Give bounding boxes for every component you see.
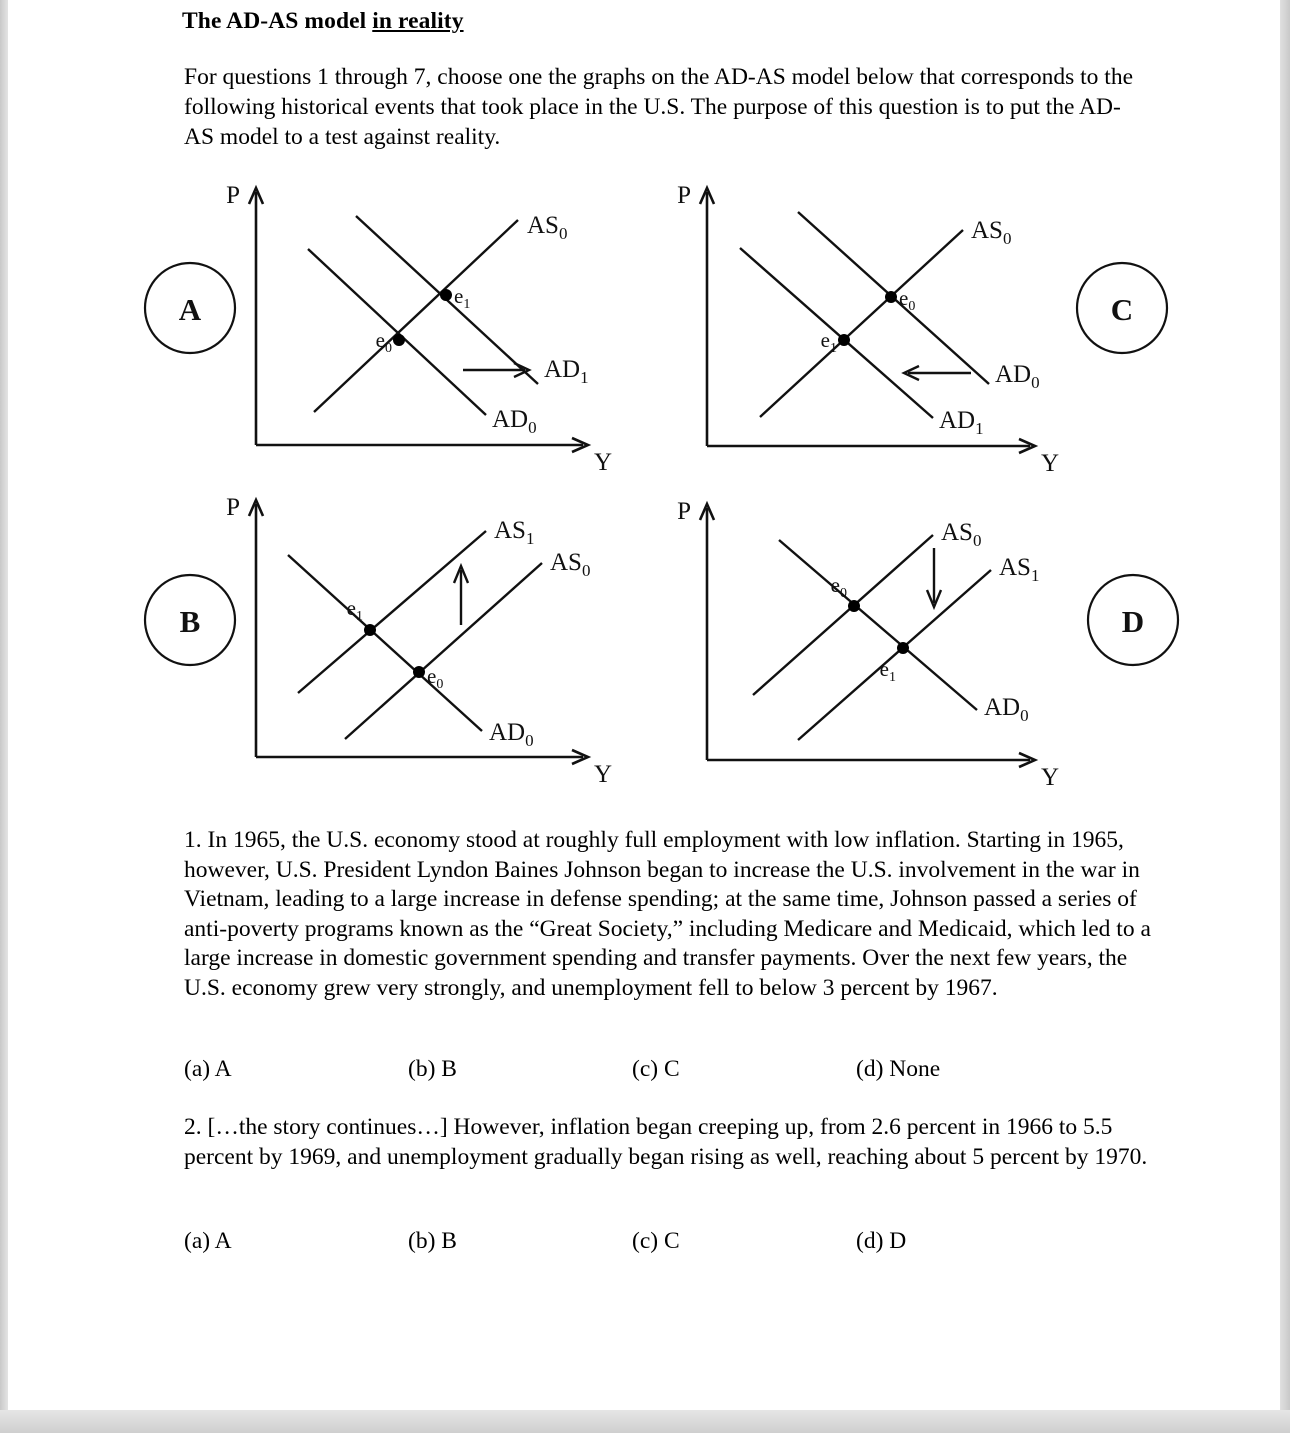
y-axis-arrowhead-b: [249, 500, 263, 516]
ad-as-graph-figure: [8, 0, 1280, 1410]
page-edge-bottom: [0, 1410, 1290, 1433]
curve-label-ad1-c: $AD_1$: [939, 407, 984, 438]
question-1-option-d[interactable]: (d) None: [856, 1056, 941, 1082]
question-2-text: 2. […the story continues…] However, inflation began creeping up, from 2.6 percent in 1966 to 5.5 percent by 1969, and unemployment gradually began rising as well, reaching about 5 percent by 1970.: [184, 1114, 1148, 1170]
y-axis-label-b: P: [226, 494, 240, 521]
equilibrium-point-e0-d: [848, 600, 860, 612]
shift-arrow-head-a: [514, 363, 529, 377]
curve-label-as1-d: $AS_1$: [999, 554, 1040, 585]
question-2-options: [184, 1228, 1164, 1255]
equilibrium-label-e0-b: $e_0$: [427, 664, 444, 692]
curve-ad0-d: [779, 540, 977, 710]
equilibrium-label-e0-d: $e_0$: [830, 573, 847, 601]
equilibrium-point-e1-c: [838, 334, 850, 346]
question-2-option-d[interactable]: (d) D: [856, 1228, 907, 1254]
y-axis-label-c: P: [677, 182, 691, 209]
equilibrium-point-e0-c: [885, 291, 897, 303]
page-title-underlined: in reality: [372, 8, 464, 34]
shift-arrow-head-d: [927, 590, 941, 607]
equilibrium-label-e0-c: $e_0$: [899, 286, 916, 314]
curve-as0-a: [314, 220, 518, 412]
graph-panel-d: [677, 498, 1178, 791]
equilibrium-point-e1-b: [364, 624, 376, 636]
equilibrium-point-e1-a: [440, 289, 452, 301]
curve-label-as0-b: $AS_0$: [550, 549, 591, 580]
panel-letter-b: B: [179, 604, 201, 639]
curve-as0-d: [753, 535, 933, 695]
panel-letter-d: D: [1121, 604, 1145, 639]
equilibrium-label-e1-b: $e_1$: [346, 596, 363, 624]
question-1-option-c[interactable]: (c) C: [632, 1056, 680, 1082]
question-1-options: [184, 1056, 1164, 1083]
y-axis-arrowhead-a: [249, 188, 263, 204]
curve-ad0-c: [798, 212, 989, 384]
page-edge-left: [0, 0, 8, 1433]
equilibrium-point-e1-d: [897, 642, 909, 654]
y-axis-label-a: P: [226, 182, 240, 209]
curve-label-ad1-a: $AD_1$: [544, 356, 589, 387]
curve-ad0-a: [308, 249, 486, 415]
curve-label-ad0-b: $AD_0$: [489, 719, 534, 750]
equilibrium-point-e0-b: [413, 666, 425, 678]
x-axis-arrowhead-b: [572, 750, 588, 764]
x-axis-arrowhead-c: [1019, 439, 1035, 453]
x-axis-label-a: Y: [594, 449, 613, 476]
curve-label-as1-b: $AS_1$: [494, 517, 535, 548]
x-axis-arrowhead-a: [572, 438, 588, 452]
curve-as1-d: [798, 570, 991, 740]
page-title: [182, 8, 464, 35]
question-1-option-a[interactable]: (a) A: [184, 1056, 232, 1082]
curve-label-ad0-c: $AD_0$: [995, 361, 1040, 392]
question-2-option-c[interactable]: (c) C: [632, 1228, 680, 1254]
equilibrium-label-e1-c: $e_1$: [820, 328, 837, 356]
x-axis-label-c: Y: [1041, 450, 1060, 477]
intro-paragraph: For questions 1 through 7, choose one the graphs on the AD-AS model below that corresponds to the following historical events that took place in the U.S. The purpose of this question is to put the AD-AS model to a test against reality.: [184, 64, 1133, 150]
panel-label-circle-c: [1077, 263, 1167, 353]
y-axis-arrowhead-d: [700, 504, 714, 520]
question-2-option-b[interactable]: (b) B: [408, 1228, 457, 1254]
panel-letter-a: A: [178, 292, 202, 327]
graph-panel-c: [677, 182, 1167, 477]
question-1-option-b[interactable]: (b) B: [408, 1056, 457, 1082]
panel-label-circle-d: [1088, 575, 1178, 665]
panel-label-circle-b: [145, 575, 235, 665]
panel-label-circle-a: [145, 263, 235, 353]
curve-label-as0-c: $AS_0$: [971, 217, 1012, 248]
equilibrium-label-e0-a: $e_0$: [375, 328, 392, 356]
document-page: [8, 0, 1280, 1410]
equilibrium-point-e0-a: [393, 334, 405, 346]
shift-arrow-head-b: [454, 566, 468, 583]
curve-ad0-b: [288, 555, 482, 731]
question-2-option-a[interactable]: (a) A: [184, 1228, 232, 1254]
graph-panel-b: [145, 494, 612, 788]
curve-label-as0-a: $AS_0$: [527, 212, 568, 243]
y-axis-arrowhead-c: [700, 188, 714, 204]
graph-panel-a: [145, 182, 612, 476]
y-axis-label-d: P: [677, 498, 691, 525]
curve-ad1-a: [356, 216, 538, 384]
x-axis-label-d: Y: [1041, 764, 1060, 791]
curve-label-ad0-a: $AD_0$: [492, 406, 537, 437]
x-axis-label-b: Y: [594, 761, 613, 788]
equilibrium-label-e1-d: $e_1$: [879, 657, 896, 685]
panel-letter-c: C: [1110, 292, 1134, 327]
curve-label-ad0-d: $AD_0$: [984, 694, 1029, 725]
question-1-text: 1. In 1965, the U.S. economy stood at roughly full employment with low inflation. Starting in 1965, however, U.S. President Lyndon Baines Johnson began to increase the U.S. involvement in the war in Vietnam, leading to a large increase in defense spending; at the same time, Johnson passed a series of anti-poverty programs known as the “Great Society,” including Medicare and Medicaid, which led to a large increase in domestic government spending and transfer payments. Over the next few years, the U.S. economy grew very strongly, and unemployment fell to below 3 percent by 1967.: [184, 827, 1151, 1001]
curve-ad1-c: [740, 248, 933, 418]
curve-as0-b: [345, 563, 542, 739]
equilibrium-label-e1-a: $e_1$: [454, 284, 471, 312]
page-edge-right: [1280, 0, 1290, 1433]
curve-label-as0-d: $AS_0$: [941, 519, 982, 550]
curve-as0-c: [760, 230, 963, 417]
x-axis-arrowhead-d: [1019, 753, 1035, 767]
shift-arrow-head-c: [904, 366, 919, 380]
curve-as1-b: [298, 531, 486, 693]
page-title-main: The AD-AS model: [182, 8, 373, 34]
